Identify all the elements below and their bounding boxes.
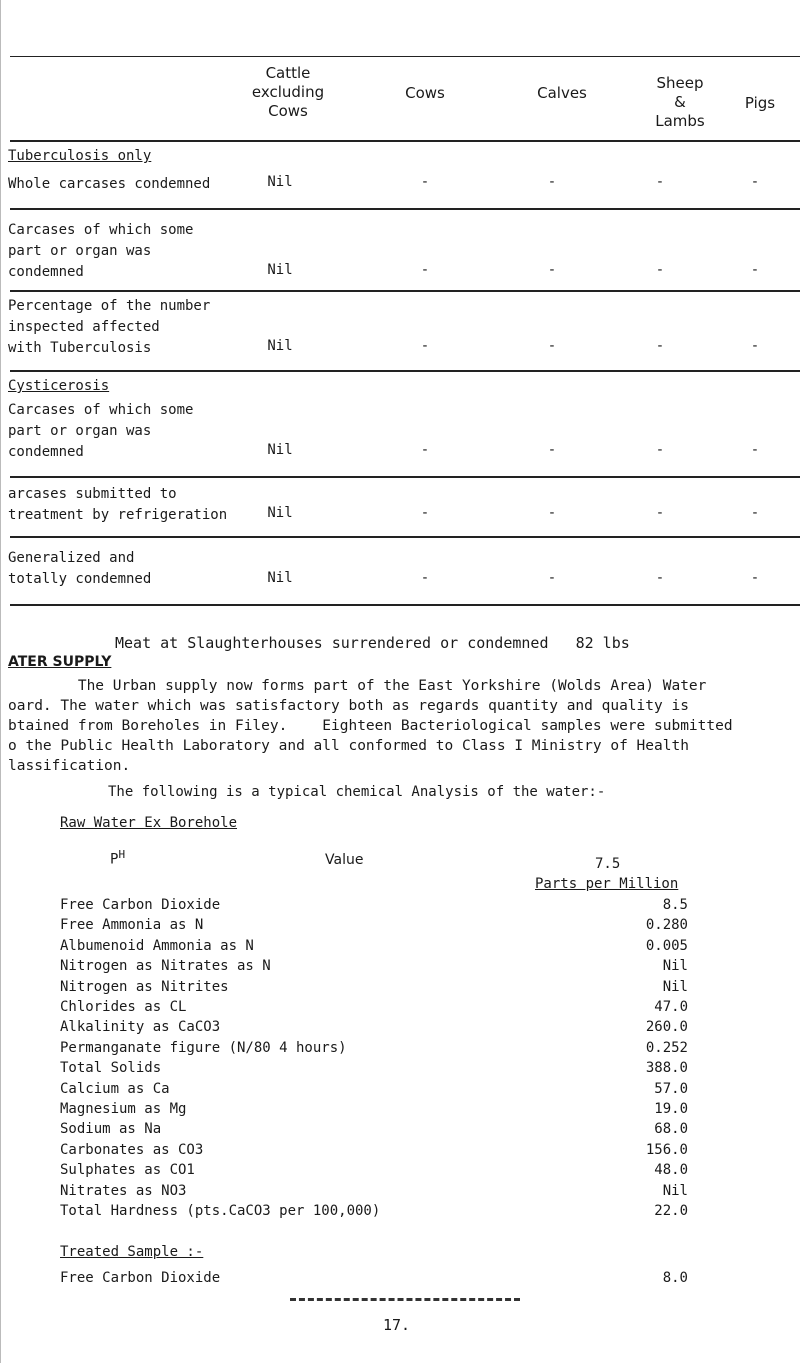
analysis-label: Permanganate figure (N/80 4 hours) [60, 1040, 347, 1056]
row-label: Generalized and totally condemned [8, 550, 152, 587]
row-value-calves: - [547, 505, 557, 521]
row-label: Percentage of the number inspected affected with Tuberculosis [8, 298, 211, 356]
row-rule [10, 208, 800, 210]
row-label: arcases submitted to treatment by refrigeration [8, 486, 228, 523]
analysis-value: 8.0 [662, 1270, 688, 1286]
row-value-pigs: - [750, 262, 760, 278]
analysis-label: Carbonates as CO3 [60, 1142, 204, 1158]
meat-note: Meat at Slaughterhouses surrendered or condemned 82 lbs [115, 634, 630, 652]
col-header-cows: Cows [405, 84, 445, 102]
analysis-row [60, 897, 760, 917]
analysis-value: 388.0 [645, 1060, 688, 1076]
header-rule [10, 140, 800, 142]
row-value-calves: - [547, 442, 557, 458]
ph-value: 7.5 [595, 856, 621, 872]
analysis-row [60, 1121, 760, 1141]
row-label: Carcases of which some part or organ was condemned [8, 222, 194, 280]
ph-label [110, 848, 125, 868]
analysis-label: Free Ammonia as N [60, 917, 204, 933]
paragraph-line: btained from Boreholes in Filey. Eighteen Bacteriological samples were submitted [8, 718, 733, 734]
analysis-row [60, 1162, 760, 1182]
row-value-cattle: Nil [267, 442, 293, 458]
row-value-sheep: - [655, 338, 665, 354]
analysis-label: Free Carbon Dioxide [60, 1270, 221, 1286]
paragraph-line: lassification. [8, 758, 131, 774]
row-rule [10, 604, 800, 606]
analysis-row [60, 958, 760, 978]
row-rule [10, 536, 800, 538]
paragraph-line: o the Public Health Laboratory and all conformed to Class I Ministry of Health [8, 738, 689, 754]
row-value-cattle: Nil [267, 174, 293, 190]
analysis-value: 19.0 [654, 1101, 688, 1117]
row-value-sheep: - [655, 570, 665, 586]
analysis-value: 0.005 [645, 938, 688, 954]
row-value-pigs: - [750, 505, 760, 521]
analysis-row [60, 1060, 760, 1080]
row-value-pigs: - [750, 338, 760, 354]
analysis-value: 0.280 [645, 917, 688, 933]
analysis-label: Nitrogen as Nitrates as N [60, 958, 271, 974]
top-rule [10, 56, 800, 57]
row-label: Whole carcases condemned [8, 176, 211, 192]
analysis-value: 156.0 [645, 1142, 688, 1158]
analysis-row [60, 999, 760, 1019]
analysis-value: 8.5 [662, 897, 688, 913]
analysis-value: 260.0 [645, 1019, 688, 1035]
analysis-label: Magnesium as Mg [60, 1101, 187, 1117]
analysis-label: Sodium as Na [60, 1121, 162, 1137]
analysis-row [60, 917, 760, 937]
analysis-label: Calcium as Ca [60, 1081, 170, 1097]
row-value-pigs: - [750, 442, 760, 458]
col-header-pigs: Pigs [744, 94, 776, 112]
row-value-pigs: - [750, 174, 760, 190]
row-value-cattle: Nil [267, 570, 293, 586]
analysis-intro: The following is a typical chemical Analysis of the water:- [108, 784, 606, 800]
analysis-label: Chlorides as CL [60, 999, 187, 1015]
paragraph-line: oard. The water which was satisfactory both as regards quantity and quality is [8, 698, 689, 714]
analysis-row [60, 1142, 760, 1162]
row-value-calves: - [547, 262, 557, 278]
row-value-sheep: - [655, 262, 665, 278]
raw-water-heading: Raw Water Ex Borehole [60, 815, 238, 831]
row-rule [10, 290, 800, 292]
paragraph-line: The Urban supply now forms part of the East Yorkshire (Wolds Area) Water [8, 678, 707, 694]
col-header-sheep: Sheep & Lambs [655, 74, 705, 130]
row-value-calves: - [547, 338, 557, 354]
analysis-value: 68.0 [654, 1121, 688, 1137]
page-number: 17. [383, 1316, 411, 1334]
analysis-value: 0.252 [645, 1040, 688, 1056]
row-value-cows: - [420, 442, 430, 458]
analysis-row [60, 1101, 760, 1121]
analysis-label: Total Hardness (pts.CaCO3 per 100,000) [60, 1203, 381, 1219]
water-paragraph [8, 676, 788, 776]
analysis-value: 48.0 [654, 1162, 688, 1178]
row-label: Carcases of which some part or organ was condemned [8, 402, 194, 460]
analysis-value: 22.0 [654, 1203, 688, 1219]
row-value-calves: - [547, 174, 557, 190]
row-value-sheep: - [655, 505, 665, 521]
analysis-row [60, 1040, 760, 1060]
row-value-calves: - [547, 570, 557, 586]
row-value-cattle: Nil [267, 262, 293, 278]
analysis-row [60, 1081, 760, 1101]
analysis-row [60, 1183, 760, 1203]
col-header-cattle: Cattle excluding Cows [251, 64, 325, 120]
analysis-value: Nil [662, 1183, 688, 1199]
analysis-row [60, 1270, 760, 1290]
value-label: Value [325, 852, 364, 868]
analysis-label: Free Carbon Dioxide [60, 897, 221, 913]
analysis-value: 57.0 [654, 1081, 688, 1097]
row-value-cows: - [420, 174, 430, 190]
row-value-sheep: - [655, 442, 665, 458]
col-header-calves: Calves [537, 84, 587, 102]
row-value-cows: - [420, 338, 430, 354]
treated-heading: Treated Sample :- [60, 1244, 204, 1260]
row-value-sheep: - [655, 174, 665, 190]
section-heading-tuberculosis: Tuberculosis only [8, 148, 152, 164]
row-rule [10, 370, 800, 372]
analysis-label: Sulphates as CO1 [60, 1162, 195, 1178]
left-margin-line [0, 0, 1, 1363]
row-value-cows: - [420, 505, 430, 521]
row-value-cows: - [420, 262, 430, 278]
analysis-row [60, 938, 760, 958]
analysis-label: Total Solids [60, 1060, 162, 1076]
row-value-cattle: Nil [267, 338, 293, 354]
ph-letter: P [110, 851, 119, 868]
analysis-label: Alkalinity as CaCO3 [60, 1019, 221, 1035]
analysis-label: Nitrates as NO3 [60, 1183, 187, 1199]
water-supply-heading: ATER SUPPLY [8, 654, 112, 670]
analysis-value: Nil [662, 958, 688, 974]
units-heading: Parts per Million [535, 876, 679, 892]
analysis-row [60, 979, 760, 999]
analysis-label: Nitrogen as Nitrites [60, 979, 229, 995]
analysis-label: Albumenoid Ammonia as N [60, 938, 254, 954]
analysis-row [60, 1019, 760, 1039]
row-value-pigs: - [750, 570, 760, 586]
row-rule [10, 476, 800, 478]
analysis-value: Nil [662, 979, 688, 995]
row-value-cattle: Nil [267, 505, 293, 521]
ph-superscript: H [118, 848, 126, 861]
row-value-cows: - [420, 570, 430, 586]
analysis-value: 47.0 [654, 999, 688, 1015]
analysis-row [60, 1203, 760, 1223]
separator-dash [290, 1298, 520, 1301]
section-heading-cysticerosis: Cysticerosis [8, 378, 110, 394]
